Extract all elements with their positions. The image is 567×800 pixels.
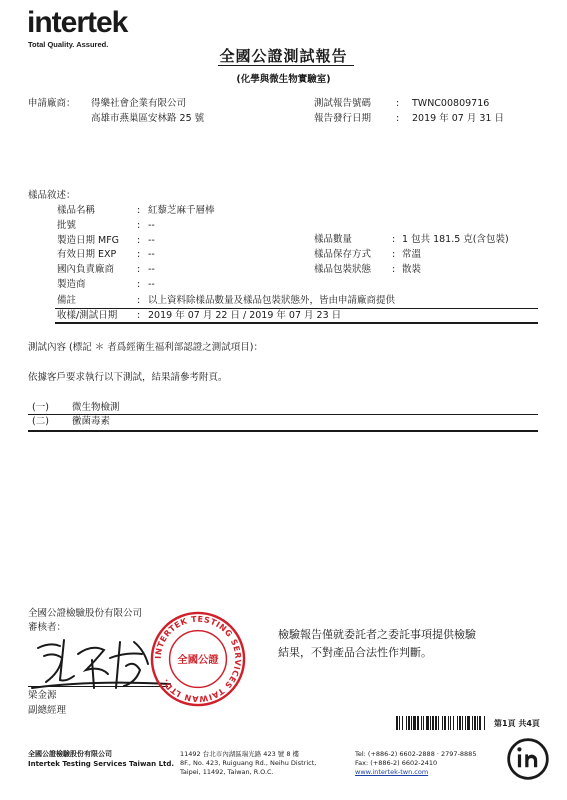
colon: :: [137, 310, 141, 321]
sample-field-label: 製造日期 MFG: [57, 234, 120, 246]
sample-field-value: --: [148, 264, 155, 276]
divider: [28, 414, 538, 415]
footer-website-link[interactable]: www.intertek-twn.com: [355, 768, 429, 776]
sample-field-label: 樣品數量: [314, 234, 353, 245]
signer-title: 副總經理: [28, 705, 67, 716]
sample-section-label: 樣品敘述：: [28, 190, 76, 201]
test-name: 黴菌毒素: [72, 416, 111, 427]
report-number: TWNC00809716: [412, 98, 490, 109]
disclaimer-line: 結果，不對產品合法性作判斷。: [278, 646, 432, 659]
sample-field-value: --: [148, 279, 155, 290]
test-num: (一): [32, 402, 49, 413]
footer-address-zh: 11492 台北市內湖區瑞光路 423 號 8 樓: [180, 750, 300, 758]
test-content-label: 測試內容 (標記 ＊ 者爲經衛生福利部認證之測試項目)：: [28, 342, 263, 353]
colon: :: [392, 248, 396, 260]
colon: :: [396, 98, 400, 109]
signature-line: [28, 686, 168, 687]
colon: :: [137, 264, 141, 276]
colon: :: [137, 295, 141, 306]
divider: [55, 308, 538, 309]
colon: :: [137, 205, 141, 216]
footer-fax: Fax: (+886-2) 6602-2410: [355, 759, 438, 767]
sample-field-label: 樣品包裝狀態: [314, 263, 372, 275]
sample-field-label: 樣品名稱: [57, 205, 96, 216]
title-underline: [218, 65, 354, 66]
tagline: Total Quality. Assured.: [28, 40, 109, 49]
page-number: 第1頁 共4頁: [494, 719, 540, 728]
remark-text: 以上資料除樣品數量及樣品包裝狀態外，皆由申請廠商提供: [148, 295, 396, 306]
sample-field-value: 紅藜芝麻千層棒: [148, 205, 215, 216]
sample-field-label: 製造商: [57, 279, 86, 290]
receive-test-date: 2019 年 07 月 22 日 / 2019 年 07 月 23 日: [148, 310, 342, 321]
colon: :: [392, 263, 396, 275]
footer-address-en: Taipei, 11492, Taiwan, R.O.C.: [180, 768, 274, 776]
sample-field-label: 批號: [57, 219, 77, 231]
report-date-label: 報告發行日期: [314, 113, 372, 124]
intertek-in-icon: [505, 736, 551, 782]
divider: [28, 430, 538, 432]
instruction-text: 依據客戶要求執行以下測試，結果請參考附頁。: [28, 372, 228, 383]
sample-field-value: 1 包共 181.5 克(含包裝): [402, 234, 509, 245]
receive-test-date-label: 收樣/測試日期: [57, 310, 118, 321]
sample-field-label: 有效日期 EXP: [57, 249, 117, 261]
colon: :: [137, 279, 141, 290]
intertek-logo: [27, 6, 127, 40]
logo-text: intertek: [27, 6, 128, 39]
test-num: (二): [32, 416, 49, 427]
colon: :: [137, 234, 141, 246]
company-seal-stamp: [149, 610, 247, 708]
applicant-address: 高雄市燕巢區安林路 25 號: [91, 113, 205, 124]
sample-field-value: 散裝: [402, 263, 422, 275]
seal-ring-text: INTERTEK TESTING SERVICES TAIWAN LTD.: [153, 614, 243, 704]
colon: :: [396, 113, 400, 124]
sample-field-value: --: [148, 234, 155, 246]
reviewer-label: 審核者：: [28, 622, 67, 633]
footer-tel: Tel: (+886-2) 6602-2888 · 2797-8885: [355, 750, 477, 758]
colon: :: [392, 234, 396, 245]
sample-field-label: 國內負責廠商: [57, 264, 115, 276]
report-date: 2019 年 07 月 31 日: [412, 113, 504, 124]
remark-label: 備註: [57, 295, 77, 306]
sample-field-label: 樣品保存方式: [314, 248, 372, 260]
footer-company-en: Intertek Testing Services Taiwan Ltd.: [28, 760, 175, 768]
signer-name: 梁金源: [28, 690, 57, 701]
seal-center-text: 全國公證: [177, 653, 219, 666]
sample-field-value: --: [148, 219, 155, 231]
colon: :: [137, 249, 141, 261]
sample-field-value: 常溫: [402, 248, 422, 260]
sample-field-value: --: [148, 249, 155, 261]
divider: [55, 322, 538, 324]
barcode: [396, 716, 488, 730]
report-subtitle: (化學與微生物實驗室): [236, 74, 331, 85]
footer-address-en: 8F., No. 423, Ruiguang Rd., Neihu District,: [180, 759, 317, 767]
colon: :: [137, 219, 141, 231]
applicant-label: 申請廠商：: [28, 98, 76, 109]
report-number-label: 測試報告號碼: [314, 98, 372, 109]
footer-company-zh: 全國公證檢驗股份有限公司: [28, 750, 112, 758]
test-name: 微生物檢測: [72, 402, 120, 413]
disclaimer-line: 檢驗報告僅就委託者之委託事項提供檢驗: [278, 628, 476, 641]
report-title: 全國公證測試報告: [219, 47, 348, 65]
signature-company: 全國公證檢驗股份有限公司: [28, 608, 143, 619]
applicant-name: 得樂社會企業有限公司: [91, 98, 187, 109]
